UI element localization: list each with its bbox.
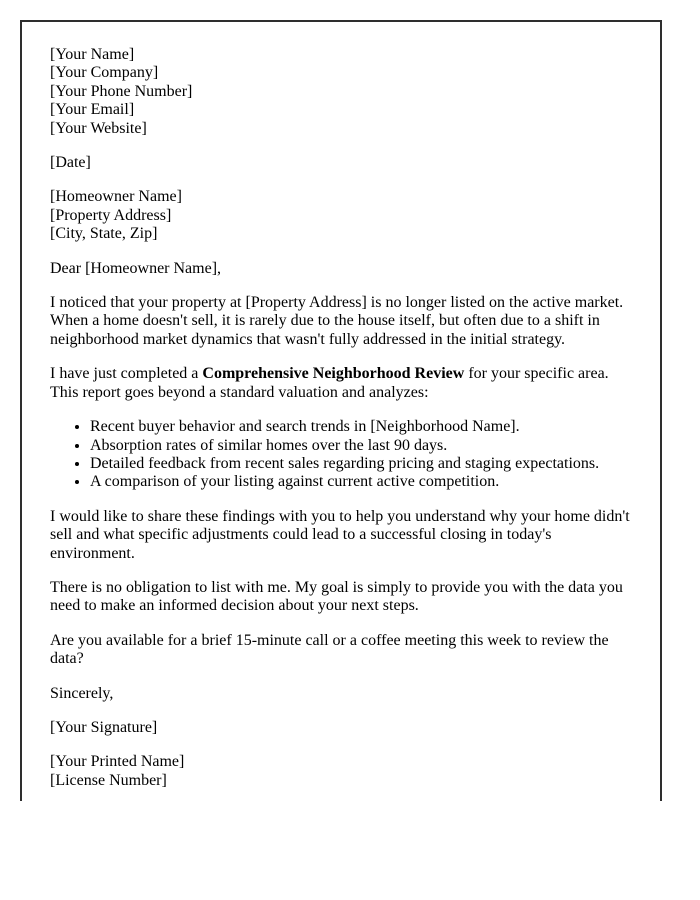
paragraph-share-findings: I would like to share these findings with you to help you understand why your home didn't sell and what specific adjustments could lead to a successful closing in today's environment. (50, 507, 630, 562)
bullet-item: • Recent buyer behavior and search trends in [Neighborhood Name]. (90, 418, 636, 436)
letter-document (20, 20, 662, 801)
sender-name-line: [Your Name] (50, 46, 135, 63)
license-number-line: [License Number] (50, 771, 167, 789)
printed-name-line: [Your Printed Name] (50, 753, 185, 771)
paragraph-review-intro (50, 365, 636, 402)
paragraph-call-to-action: Are you available for a brief 15-minute call or a coffee meeting this week to review the data? (50, 631, 609, 668)
recipient-address-line: [Property Address] (50, 206, 172, 224)
paragraph-no-obligation: There is no obligation to list with me. My goal is simply to provide you with the data you need to make an informed decision about your next steps. (50, 578, 623, 615)
signature-block (50, 753, 636, 790)
report-bullet-list (50, 418, 636, 492)
sender-block (50, 46, 636, 138)
paragraph-review-prefix: I have just completed a (50, 365, 203, 383)
bullet-item: • Detailed feedback from recent sales regarding pricing and staging expectations. (90, 455, 636, 473)
sender-company-line: [Your Company] (50, 64, 159, 82)
bullet-item: • Absorption rates of similar homes over the last 90 days. (90, 437, 636, 455)
sender-website-line: [Your Website] (50, 119, 147, 137)
paragraph-review-suffix: for your specific area. This report goes beyond a standard valuation and analyzes: (50, 365, 609, 401)
sender-email-line: [Your Email] (50, 101, 135, 119)
bullet-item: • A comparison of your listing against current active competition. (90, 473, 636, 491)
recipient-name-line: [Homeowner Name] (50, 188, 182, 206)
paragraph-market-observation: I noticed that your property at [Property Address] is no longer listed on the active market. When a home doesn't sell, it is rarely due to the house itself, but often due to a shift in neighborhood market dynamics that wasn't fully addressed in the initial strategy. (50, 294, 624, 348)
sender-phone-line: [Your Phone Number] (50, 82, 193, 100)
recipient-city-state-zip-line: [City, State, Zip] (50, 225, 158, 243)
signature-placeholder: [Your Signature] (50, 718, 158, 736)
recipient-block (50, 188, 636, 243)
comprehensive-review-bold-phrase: Comprehensive Neighborhood Review (202, 365, 465, 383)
closing: Sincerely, (50, 684, 114, 702)
date-line: [Date] (50, 154, 91, 172)
salutation: Dear [Homeowner Name], (50, 259, 222, 277)
